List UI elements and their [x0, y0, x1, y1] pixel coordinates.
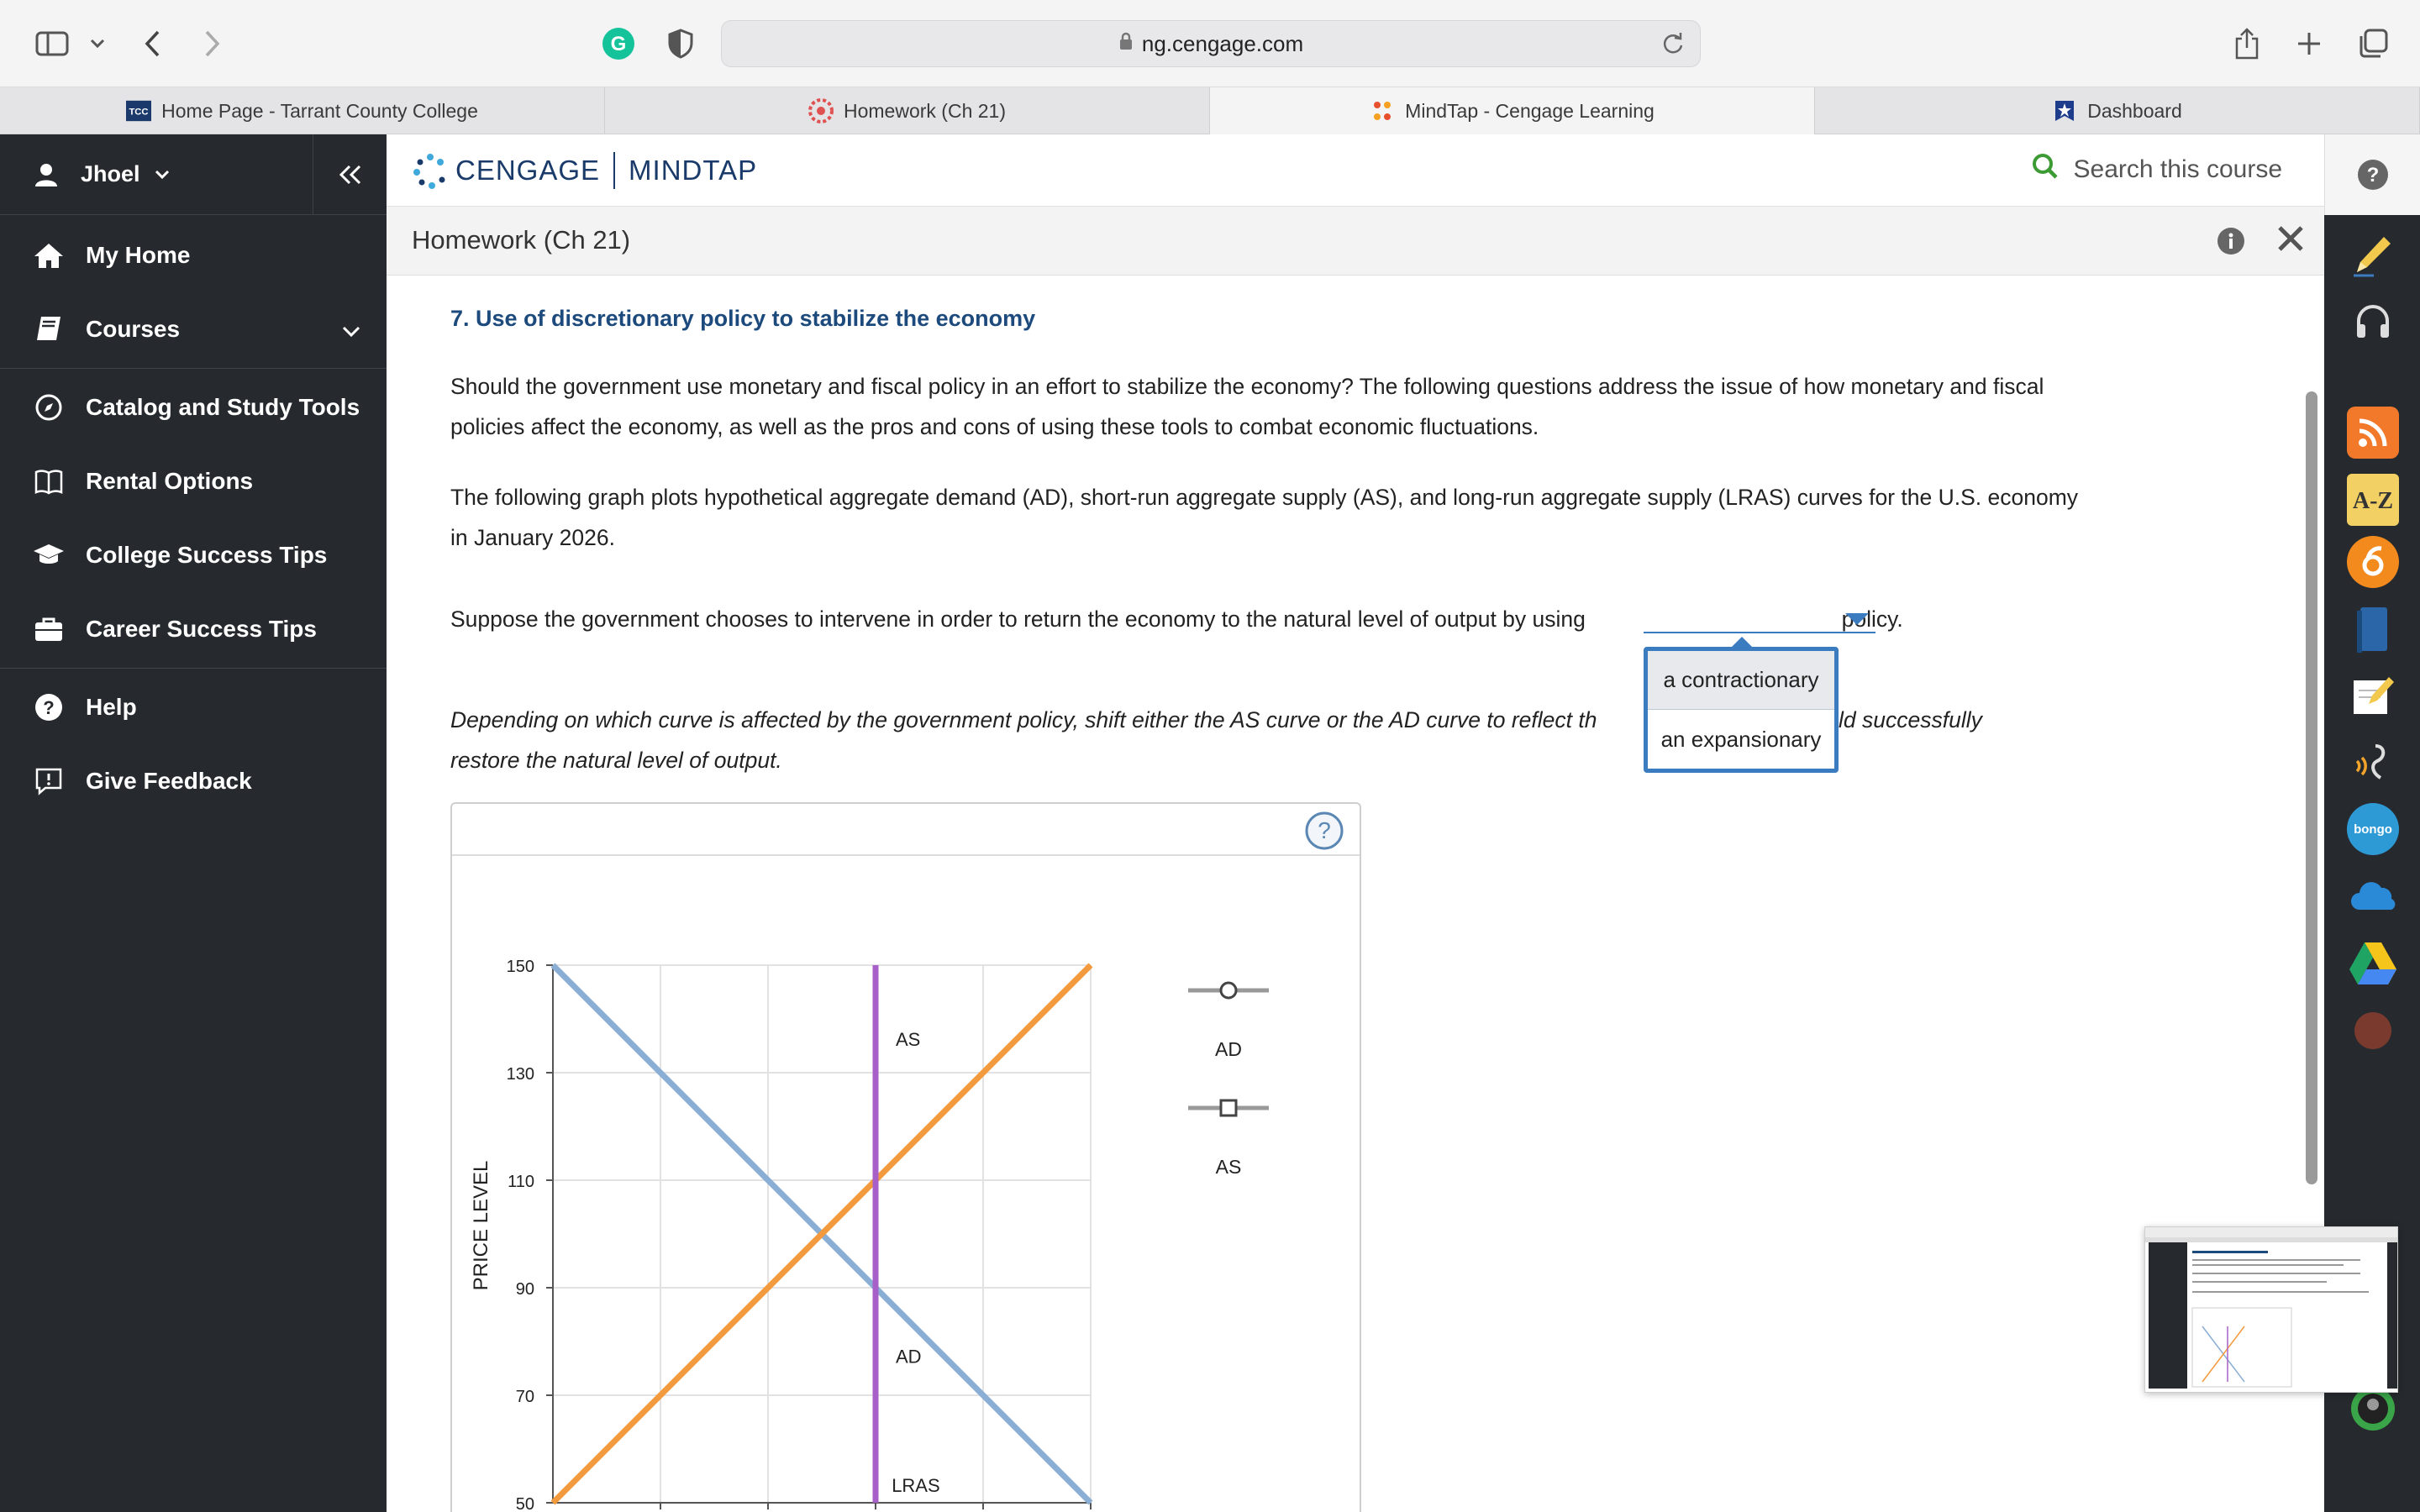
url-text: ng.cengage.com	[1141, 30, 1304, 56]
instruction-paragraph-end: ld successfully	[1839, 707, 1982, 732]
book-icon	[32, 312, 66, 346]
tab-label: Homework (Ch 21)	[844, 99, 1006, 122]
legend-label-as: AS	[1215, 1156, 1242, 1178]
tab-label: MindTap - Cengage Learning	[1405, 99, 1655, 122]
home-icon	[32, 239, 66, 272]
svg-text:G: G	[610, 33, 627, 55]
graph-help-icon[interactable]	[1304, 811, 1344, 855]
svg-text:?: ?	[1318, 817, 1331, 843]
course-search[interactable]	[2032, 153, 2282, 186]
search-icon	[2032, 153, 2059, 186]
tab-label: Dashboard	[2087, 99, 2182, 122]
question-title: 7. Use of discretionary policy to stabilize the economy	[450, 306, 1036, 331]
y-tick-label: 150	[506, 958, 534, 976]
reload-icon[interactable]	[1661, 32, 1685, 61]
svg-text:?: ?	[2366, 164, 2379, 186]
collapse-sidebar-button[interactable]	[313, 134, 387, 215]
compass-icon	[32, 391, 66, 424]
feedback-icon	[32, 764, 66, 798]
double-chevron-left-icon	[338, 164, 363, 186]
dropdown-arrow-icon	[1845, 613, 1869, 625]
legend-marker-circle-icon[interactable]	[1221, 983, 1236, 998]
divider	[0, 668, 387, 669]
share-icon[interactable]	[2225, 22, 2269, 66]
info-icon[interactable]	[2217, 227, 2245, 260]
policy-question-end: policy.	[1841, 606, 1903, 632]
bongo-icon[interactable]	[2347, 803, 2399, 855]
open-book-icon	[32, 465, 66, 498]
chevron-down-icon	[341, 318, 361, 344]
tab-mindtap[interactable]	[1210, 87, 1815, 134]
graph-toolbar	[452, 804, 1360, 856]
browser-toolbar	[0, 0, 2420, 87]
privacy-shield-icon[interactable]	[659, 22, 702, 66]
y-tick-label: 90	[515, 1280, 534, 1299]
ebook-icon[interactable]	[2347, 603, 2399, 655]
progress-app-icon[interactable]	[2347, 536, 2399, 588]
pencil-icon[interactable]	[2347, 228, 2399, 281]
sidebar-item-label: Help	[86, 694, 137, 720]
rail-help-icon[interactable]	[2324, 134, 2420, 215]
user-row	[0, 134, 387, 215]
cengage-mindtap-logo[interactable]	[412, 151, 757, 190]
user-menu[interactable]	[0, 134, 313, 215]
tab-dashboard[interactable]	[1815, 87, 2420, 134]
forward-icon[interactable]	[190, 22, 234, 66]
sidebar-item-courses[interactable]	[0, 292, 387, 366]
y-axis-label: PRICE LEVEL	[470, 1160, 492, 1291]
app-header	[387, 134, 2324, 207]
activity-title: Homework (Ch 21)	[412, 225, 631, 255]
sidebar-item-label: Rental Options	[86, 468, 254, 494]
dashboard-favicon-icon	[2052, 98, 2077, 123]
activity-header	[387, 207, 2324, 276]
graduation-cap-icon	[32, 538, 66, 572]
chevron-down-icon	[154, 169, 171, 181]
graph-panel	[450, 802, 1361, 1512]
sidebar-item-college-success[interactable]	[0, 518, 387, 592]
svg-text:TCC: TCC	[129, 107, 149, 118]
sidebar-item-give-feedback[interactable]	[0, 744, 387, 818]
series-label-lras: LRAS	[892, 1475, 940, 1497]
y-tick-label: 110	[508, 1173, 534, 1191]
sidebar-item-my-home[interactable]	[0, 218, 387, 292]
sidebar-item-label: Courses	[86, 316, 181, 342]
y-tick-label: 130	[506, 1065, 534, 1084]
address-bar[interactable]	[721, 20, 1701, 67]
divider	[613, 152, 615, 189]
tab-tcc-home[interactable]	[0, 87, 605, 134]
back-icon[interactable]	[131, 22, 175, 66]
briefcase-icon	[32, 612, 66, 646]
dropdown-option-expansionary[interactable]: an expansionary	[1660, 726, 1822, 752]
series-label-ad: AD	[896, 1346, 922, 1368]
sidebar-item-label: My Home	[86, 242, 191, 268]
instruction-paragraph-line2: restore the natural level of output.	[450, 748, 782, 773]
rss-icon[interactable]	[2347, 407, 2399, 459]
cengage-logo-icon	[412, 152, 449, 189]
sidebar-item-catalog[interactable]	[0, 370, 387, 444]
svg-text:bongo: bongo	[2354, 822, 2392, 837]
sidebar-item-rental-options[interactable]	[0, 444, 387, 518]
sidebar-item-label: College Success Tips	[86, 542, 328, 568]
cengage-favicon-icon	[808, 98, 834, 123]
legend-marker-square-icon[interactable]	[1221, 1100, 1236, 1116]
lock-icon	[1118, 32, 1134, 55]
content-scrollbar[interactable]	[2306, 391, 2317, 1184]
user-icon	[34, 162, 59, 187]
brand-cengage: CENGAGE	[455, 155, 601, 186]
intro-paragraph: Should the government use monetary and fiscal policy in an effort to stabilize the economy? The following questions address the issue of how monetary and fiscal policies affect the economy, as well as the pros and cons of using these tools to combat economic fluctuations.	[450, 374, 2044, 439]
notes-icon[interactable]	[2347, 669, 2399, 721]
instruction-paragraph: Depending on which curve is affected by the government policy, shift either the AS curve or the AD curve to reflect th	[450, 707, 1597, 732]
dropdown-option-contractionary[interactable]: a contractionary	[1648, 651, 1834, 710]
brand-mindtap: MINDTAP	[629, 155, 758, 186]
y-tick-label: 50	[515, 1495, 534, 1512]
headphones-icon[interactable]	[2347, 296, 2399, 348]
tab-homework[interactable]	[605, 87, 1210, 134]
close-icon[interactable]	[2275, 223, 2306, 258]
policy-question-text: Suppose the government chooses to intervene in order to return the economy to the natural level of output by using	[450, 606, 1586, 632]
chevron-down-icon[interactable]	[76, 22, 119, 66]
mindtap-favicon-icon	[1370, 98, 1395, 123]
svg-text:A-Z: A-Z	[2352, 488, 2394, 514]
tab-label: Home Page - Tarrant County College	[161, 99, 478, 122]
ad-as-chart	[452, 856, 1360, 1512]
sidebar-item-label: Career Success Tips	[86, 616, 317, 642]
series-label-as: AS	[896, 1029, 921, 1050]
sidebar-item-label: Give Feedback	[86, 768, 252, 794]
policy-dropdown-menu	[1644, 647, 1839, 773]
divider	[0, 368, 387, 369]
legend-label-ad: AD	[1215, 1038, 1242, 1060]
new-tab-icon[interactable]	[2287, 22, 2331, 66]
screenshot-thumbnail[interactable]	[2144, 1226, 2398, 1393]
tcc-favicon-icon	[126, 98, 151, 123]
dictionary-az-icon[interactable]	[2347, 474, 2399, 526]
tabs-overview-icon[interactable]	[2351, 22, 2395, 66]
google-drive-icon[interactable]	[2347, 937, 2399, 990]
onedrive-icon[interactable]	[2347, 870, 2399, 922]
read-speaker-icon[interactable]	[2347, 736, 2399, 788]
grammarly-icon[interactable]	[597, 22, 640, 66]
question-icon	[32, 690, 66, 724]
policy-dropdown[interactable]	[1644, 603, 1876, 633]
sidebar-item-career-success[interactable]	[0, 592, 387, 666]
svg-text:?: ?	[43, 697, 55, 718]
user-name: Jhoel	[81, 161, 140, 186]
app-icon-partial[interactable]	[2347, 1005, 2399, 1057]
sidebar-item-label: Catalog and Study Tools	[86, 394, 360, 420]
sidebar-item-help[interactable]	[0, 670, 387, 744]
graph-description: The following graph plots hypothetical aggregate demand (AD), short-run aggregate supply (AS), and long-run aggregate supply (LRAS) curves for the U.S. economy in January 2026.	[450, 485, 2079, 550]
tab-bar	[0, 87, 2420, 134]
search-placeholder: Search this course	[2073, 155, 2282, 183]
question-content	[387, 276, 2324, 1512]
y-tick-label: 70	[515, 1388, 534, 1406]
sidebar	[0, 134, 387, 1512]
sidebar-toggle-icon[interactable]	[30, 22, 74, 66]
